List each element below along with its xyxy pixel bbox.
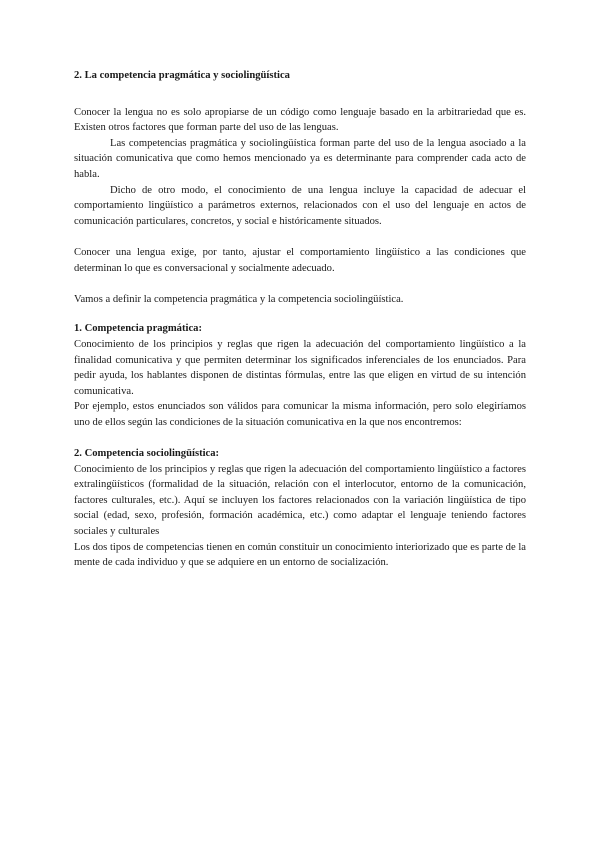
section-1-paragraph-1: Conocimiento de los principios y reglas que rigen la adecuación del comportamiento lingüístico a la finalidad comunicativa y que permiten determinar los significados inferenciales de los enunciados. Para pedir ayuda, los hablantes disponen de distintas fórmulas, entre las que eligen en virtud de su intención comunicativa. [74,338,526,397]
intro-paragraph-5: Vamos a definir la competencia pragmática y la competencia sociolingüística. [74,293,404,305]
spacer [74,84,526,105]
intro-paragraph-4: Conocer una lengua exige, por tanto, ajustar el comportamiento lingüístico a las condiciones que determinan lo que es conversacional y socialmente adecuado. [74,246,526,274]
section-2-paragraph-2: Los dos tipos de competencias tienen en común constituir un conocimiento interiorizado que es parte de la mente de cada individuo y que se adquiere en un entorno de socialización. [74,541,526,569]
section-2-heading: 2. Competencia sociolingüística: [74,448,220,460]
spacer [74,276,526,292]
section-1-heading: 1. Competencia pragmática: [74,323,202,335]
spacer [74,229,526,245]
section-2-paragraph-1: Conocimiento de los principios y reglas que rigen la adecuación del comportamiento lingüístico a factores extralingüísticos (formalidad de la situación, relación con el interlocutor, entorno de la comunicación, factores culturales, etc.). Aquí se incluyen los factores relacionados con la variación lingüística de tipo social (edad, sexo, profesión, formación académica, etc.) como adaptar el lenguaje teniendo factores sociales y culturales [74,463,526,538]
spacer [74,430,526,446]
intro-paragraph-2: Las competencias pragmática y sociolingüística forman parte del uso de la lengua asociado a la situación comunicativa que como hemos mencionado ya es determinante para comprender cada acto de habla. [74,137,526,180]
document-page [74,68,526,571]
spacer [74,307,526,321]
intro-paragraph-3: Dicho de otro modo, el conocimiento de una lengua incluye la capacidad de adecuar el comportamiento lingüístico a parámetros externos, relacionados con el uso del lenguaje en actos de comunicación particulares, concretos, y social e históricamente situados. [74,184,526,227]
document-title: 2. La competencia pragmática y sociolingüística [74,70,290,81]
section-1-paragraph-2: Por ejemplo, estos enunciados son válidos para comunicar la misma información, pero solo elegiríamos uno de ellos según las condiciones de la situación comunicativa en la que nos encontremos: [74,401,526,428]
intro-paragraph-1: Conocer la lengua no es solo apropiarse de un código como lenguaje basado en la arbitrariedad que es. Existen otros factores que forman parte del uso de las lenguas. [74,106,526,134]
